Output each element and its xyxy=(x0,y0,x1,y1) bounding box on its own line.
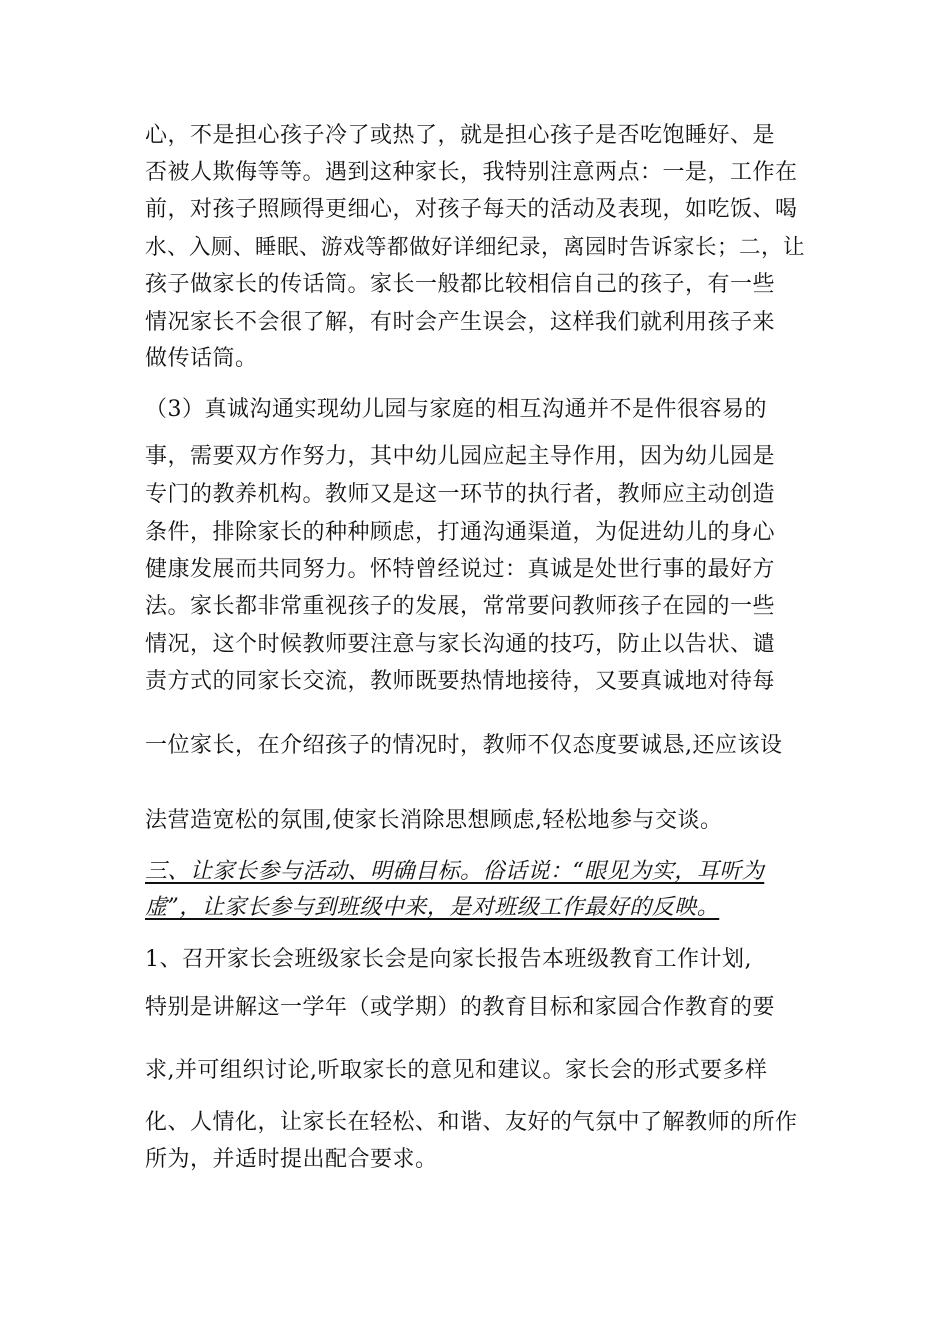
section-heading-line: 三、让家长参与活动、明确目标。俗话说：“眼见为实，耳听为 xyxy=(145,859,765,884)
text-line: 责方式的同家长交流，教师既要热情地接待，又要真诚地对待每 xyxy=(145,669,776,694)
text-line: 专门的教养机构。教师又是这一环节的执行者，教师应主动创造 xyxy=(145,482,776,507)
text-line: 水、入厕、睡眠、游戏等都做好详细纪录，离园时告诉家长；二，让 xyxy=(145,235,806,260)
text-line: 做传话筒。 xyxy=(145,346,258,371)
text-line: 所为，并适时提出配合要求。 xyxy=(145,1147,438,1172)
text-line: 前，对孩子照顾得更细心，对孩子每天的活动及表现，如吃饭、喝 xyxy=(145,197,798,222)
text-line: 情况，这个时候教师要注意与家长沟通的技巧，防止以告状、谴 xyxy=(145,632,776,657)
section-heading: （3）真诚沟通实现幼儿园与家庭的相互沟通并不是件很容易的 xyxy=(145,397,767,422)
section-heading-line: 虚”，让家长参与到班级中来，是对班级工作最好的反映。 xyxy=(145,895,720,920)
text-line: 一位家长，在介绍孩子的情况时，教师不仅态度要诚恳,还应该设 xyxy=(145,733,783,758)
text-line: 否被人欺侮等等。遇到这种家长，我特别注意两点：一是，工作在 xyxy=(145,160,798,185)
text-line: 心，不是担心孩子冷了或热了，就是担心孩子是否吃饱睡好、是 xyxy=(145,123,776,148)
text-line: 法。家长都非常重视孩子的发展，常常要问教师孩子在园的一些 xyxy=(145,594,776,619)
text-line: 条件，排除家长的种种顾虑，打通沟通渠道，为促进幼儿的身心 xyxy=(145,520,776,545)
text-line: 事，需要双方作努力，其中幼儿园应起主导作用，因为幼儿园是 xyxy=(145,444,776,469)
text-line: 孩子做家长的传话筒。家长一般都比较相信自己的孩子，有一些 xyxy=(145,272,776,297)
list-item-heading: 1、召开家长会班级家长会是向家长报告本班级教育工作计划, xyxy=(145,947,752,972)
text-line: 求,并可组织讨论,听取家长的意见和建议。家长会的形式要多样 xyxy=(145,1058,768,1083)
text-line: 化、人情化，让家长在轻松、和谐、友好的气氛中了解教师的所作 xyxy=(145,1110,798,1135)
text-line: 健康发展而共同努力。怀特曾经说过：真诚是处世行事的最好方 xyxy=(145,557,776,582)
text-line: 法营造宽松的氛围,使家长消除思想顾虑,轻松地参与交谈。 xyxy=(145,808,723,833)
text-line: 情况家长不会很了解，有时会产生误会，这样我们就利用孩子来 xyxy=(145,310,776,335)
text-line: 特别是讲解这一学年（或学期）的教育目标和家园合作教育的要 xyxy=(145,995,776,1020)
